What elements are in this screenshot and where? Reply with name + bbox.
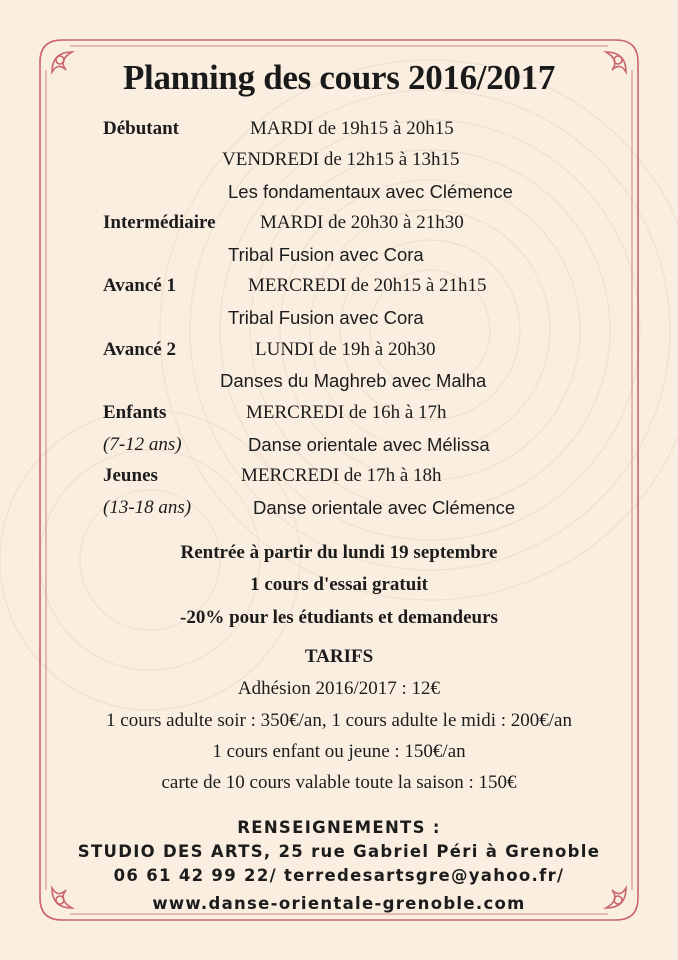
schedule-row-avance1 <box>0 271 678 301</box>
schedule-time: MARDI de 20h30 à 21h30 <box>260 212 464 233</box>
schedule-time: MERCREDI de 16h à 17h <box>246 402 447 423</box>
free-trial-info: 1 cours d'essai gratuit <box>250 574 428 595</box>
website-link[interactable]: www.danse-orientale-grenoble.com <box>152 894 526 913</box>
schedule-time: LUNDI de 19h à 20h30 <box>255 339 436 360</box>
schedule-row-intermediaire <box>0 208 678 238</box>
course-description: Danses du Maghreb avec Malha <box>220 370 487 391</box>
age-range: (7-12 ans) <box>103 434 182 455</box>
page-title: Planning des cours 2016/2017 <box>122 58 556 97</box>
schedule-time: MERCREDI de 17h à 18h <box>241 465 442 486</box>
schedule-row <box>0 145 678 175</box>
schedule-row <box>0 430 678 460</box>
level-label: Débutant <box>103 118 180 139</box>
level-label: Avancé 2 <box>103 339 176 360</box>
schedule-row-jeunes <box>0 461 678 491</box>
course-description: Tribal Fusion avec Cora <box>228 307 424 328</box>
course-description: Les fondamentaux avec Clémence <box>228 181 513 202</box>
course-description: Tribal Fusion avec Cora <box>228 244 424 265</box>
schedule-row <box>0 177 678 207</box>
schedule-row-avance2 <box>0 335 678 365</box>
tarif-enfant: 1 cours enfant ou jeune : 150€/an <box>212 741 466 762</box>
phone-email: 06 61 42 99 22/ terredesartsgre@yahoo.fr/ <box>113 866 565 885</box>
schedule-row-enfants <box>0 398 678 428</box>
tarif-adhesion: Adhésion 2016/2017 : 12€ <box>237 678 441 699</box>
discount-info: -20% pour les étudiants et demandeurs <box>180 607 498 628</box>
schedule-row <box>0 366 678 396</box>
age-range: (13-18 ans) <box>103 497 192 518</box>
schedule-time: MERCREDI de 20h15 à 21h15 <box>248 275 487 296</box>
schedule-time: VENDREDI de 12h15 à 13h15 <box>222 149 460 170</box>
level-label: Enfants <box>103 402 167 423</box>
tarif-carte: carte de 10 cours valable toute la saison : 150€ <box>161 772 517 793</box>
level-label: Intermédiaire <box>103 212 216 233</box>
tarif-adulte: 1 cours adulte soir : 350€/an, 1 cours adulte le midi : 200€/an <box>106 710 572 731</box>
tarifs-heading: TARIFS <box>304 646 374 667</box>
schedule-time: MARDI de 19h15 à 20h15 <box>250 118 454 139</box>
schedule-row <box>0 303 678 333</box>
level-label: Avancé 1 <box>103 275 176 296</box>
schedule-row <box>0 493 678 523</box>
rentree-info: Rentrée à partir du lundi 19 septembre <box>180 542 498 563</box>
course-description: Danse orientale avec Mélissa <box>248 434 490 455</box>
course-description: Danse orientale avec Clémence <box>253 497 516 518</box>
level-label: Jeunes <box>103 465 158 486</box>
contact-heading: RENSEIGNEMENTS : <box>237 818 441 837</box>
studio-address: STUDIO DES ARTS, 25 rue Gabriel Péri à Grenoble <box>77 842 601 861</box>
schedule-row <box>0 240 678 270</box>
schedule-row-debutant <box>0 114 678 144</box>
